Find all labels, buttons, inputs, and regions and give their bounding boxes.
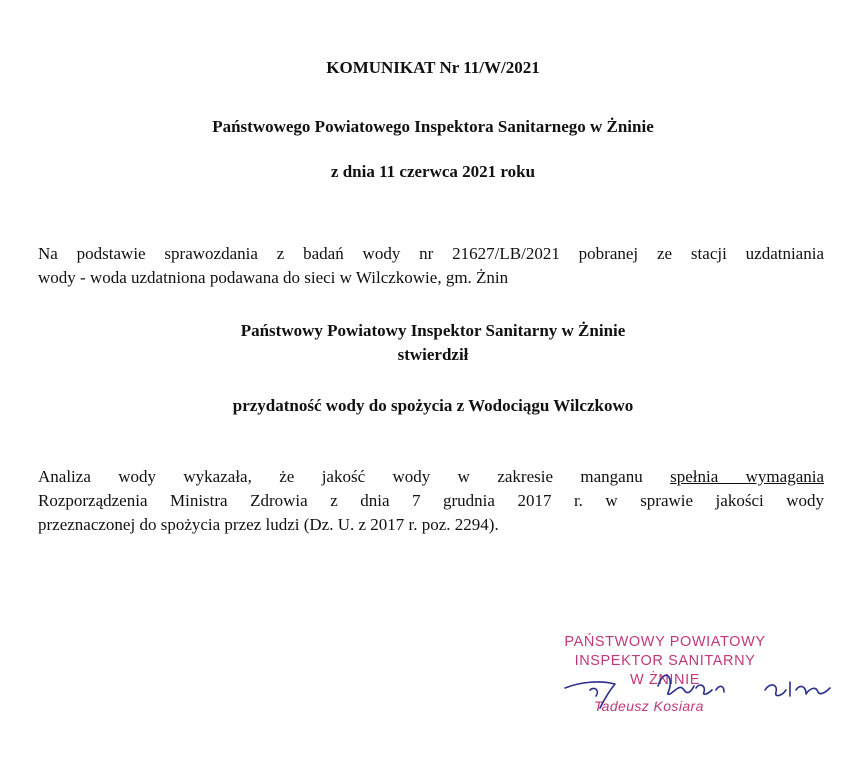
- decision-verb: stwierdził: [397, 345, 469, 364]
- page-title: KOMUNIKAT Nr 11/W/2021: [326, 58, 540, 77]
- analysis-line-3: przeznaczonej do spożycia przez ludzi (Dz. U. z 2017 r. poz. 2294).: [38, 515, 499, 534]
- analysis-line-2: Rozporządzenia Ministra Zdrowia z dnia 7 grudnia 2017 r. w sprawie jakości wody: [38, 491, 824, 510]
- analysis-line-1-text: Analiza wody wykazała, że jakość wody w zakresie manganu: [38, 467, 643, 486]
- stamp-line-2: INSPEKTOR SANITARNY: [574, 653, 756, 669]
- inspector-name: Państwowy Powiatowy Inspektor Sanitarny w Żninie: [240, 321, 626, 340]
- analysis-paragraph: [38, 465, 824, 537]
- finding-statement: przydatność wody do spożycia z Wodociągu Wilczkowo: [232, 396, 634, 415]
- stamp-line-1: PAŃSTWOWY POWIATOWY: [564, 634, 766, 650]
- intro-line-1: Na podstawie sprawozdania z badań wody nr 21627/LB/2021 pobranej ze stacji uzdatniania: [38, 244, 824, 263]
- stamp-signatory-name: Tadeusz Kosiara: [594, 698, 704, 714]
- issue-date: z dnia 11 czerwca 2021 roku: [330, 162, 536, 181]
- stamp-line-3: W ŻNINIE: [629, 672, 701, 688]
- intro-paragraph: [38, 242, 824, 290]
- handwritten-signature: [560, 660, 840, 720]
- issuing-authority: Państwowego Powiatowego Inspektora Sanitarnego w Żninie: [212, 117, 654, 136]
- intro-line-2: wody - woda uzdatniona podawana do sieci w Wilczkowie, gm. Żnin: [38, 268, 509, 287]
- requirements-met-emphasis: spełnia wymagania: [670, 467, 825, 486]
- analysis-line-1: [38, 465, 824, 489]
